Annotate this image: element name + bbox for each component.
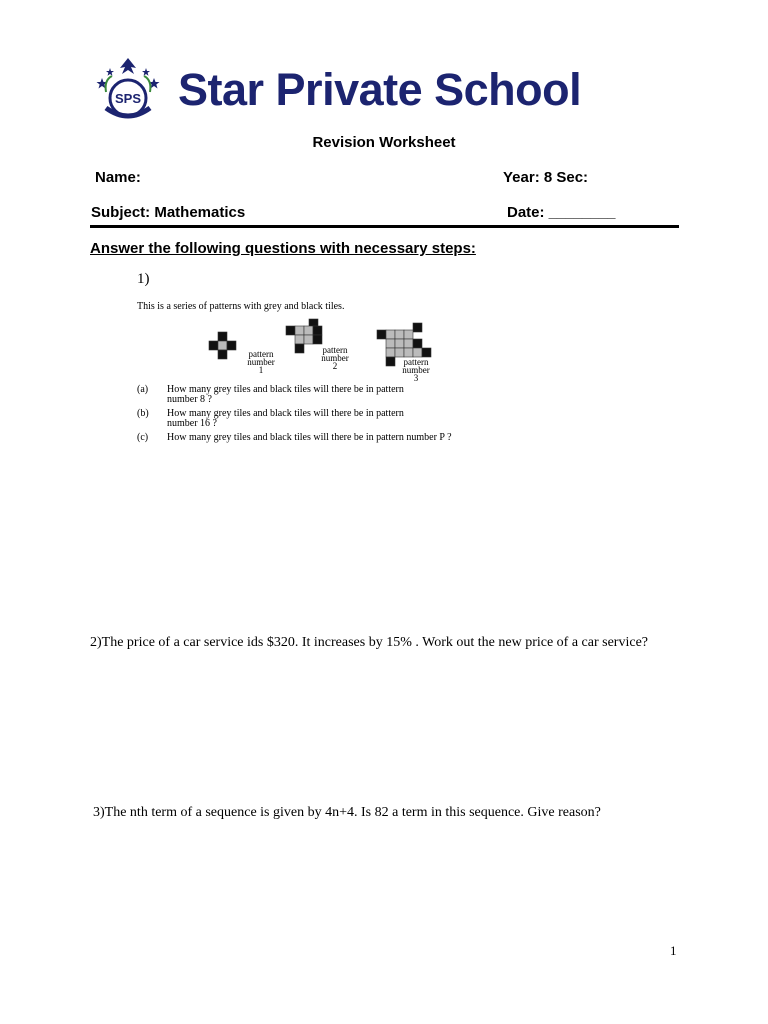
question-1-number: 1)	[137, 271, 150, 287]
school-crest-logo	[92, 56, 164, 122]
pattern-1-label: pattern number 1	[247, 349, 275, 375]
star-icon	[106, 68, 114, 76]
school-name: Star Private School	[178, 64, 582, 115]
pattern-1-tiles	[209, 332, 236, 359]
star-icon	[142, 68, 150, 76]
year-field-label: Year: 8 Sec:	[503, 169, 589, 186]
question-1c	[137, 433, 537, 445]
subject-field-label: Subject: Mathematics	[91, 204, 246, 221]
pattern-2-label: pattern number 2	[321, 345, 349, 371]
question-1b	[137, 409, 537, 431]
question-1-intro: This is a series of patterns with grey and black tiles.	[137, 301, 345, 312]
question-2: 2)The price of a car service ids $320. It increases by 15% . Work out the new price of a car service?	[90, 635, 648, 650]
part-letter: (c)	[137, 432, 149, 443]
date-field-label: Date: ________	[507, 204, 616, 221]
question-1a	[137, 385, 537, 407]
question-3: 3)The nth term of a sequence is given by 4n+4. Is 82 a term in this sequence. Give reason?	[93, 805, 601, 820]
part-text: How many grey tiles and black tiles will there be in pattern number 16 ?	[167, 408, 404, 429]
instructions-heading: Answer the following questions with necessary steps:	[90, 240, 476, 257]
header-divider	[90, 225, 679, 228]
part-text: How many grey tiles and black tiles will there be in pattern number P ?	[167, 432, 452, 443]
part-letter: (a)	[137, 384, 149, 395]
name-field-label: Name:	[95, 169, 141, 186]
logo-text: SPS	[114, 91, 142, 106]
eagle-icon	[120, 58, 136, 74]
part-text: How many grey tiles and black tiles will there be in pattern number 8 ?	[167, 384, 404, 405]
worksheet-title: Revision Worksheet	[312, 134, 456, 151]
page-number: 1	[670, 943, 677, 958]
pattern-3-label: pattern number 3	[402, 357, 430, 383]
part-letter: (b)	[137, 408, 149, 419]
